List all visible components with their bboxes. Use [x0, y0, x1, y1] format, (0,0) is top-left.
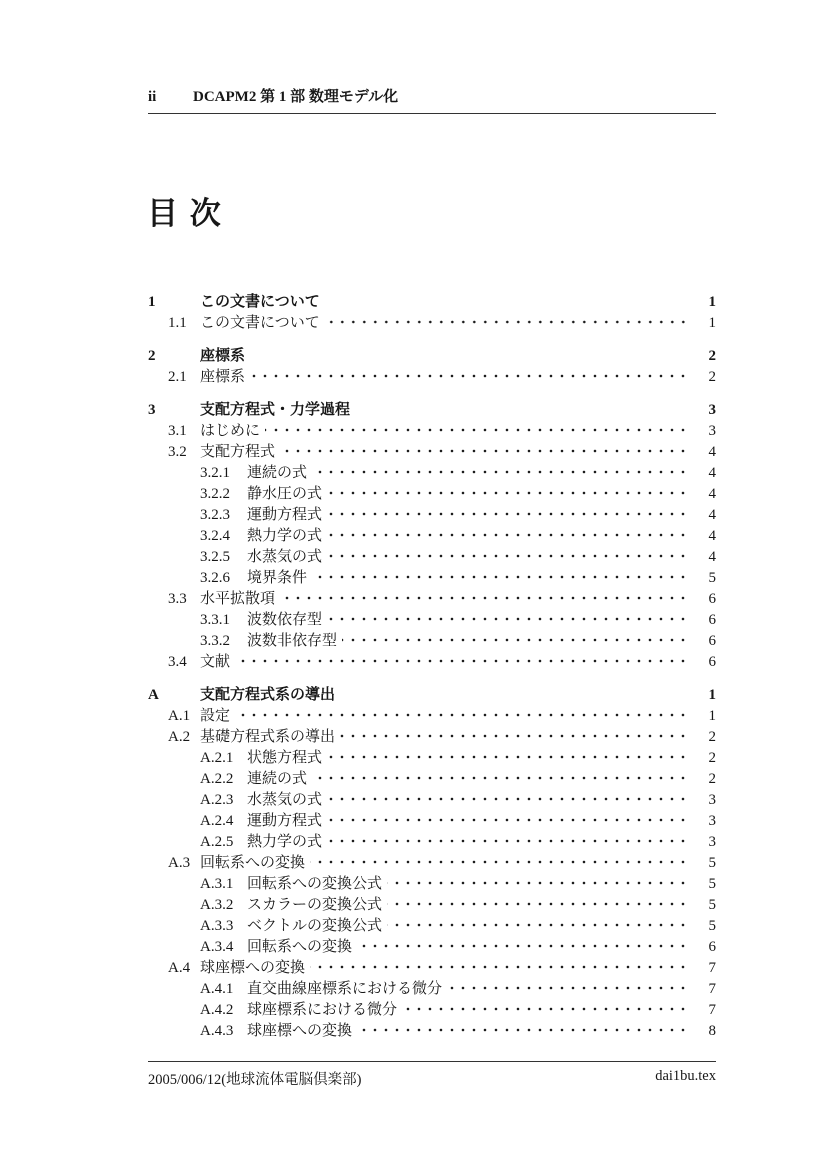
toc-entry-page: 2	[708, 750, 716, 766]
toc-entry-page: 1	[708, 687, 716, 703]
toc-entry-number: A.1	[168, 708, 191, 724]
toc-entry-number: A.3	[168, 855, 191, 871]
toc-entry-page: 2	[708, 729, 716, 745]
toc-entry-title: 波数依存型	[247, 612, 323, 628]
toc-entry-3-2-6	[148, 568, 716, 589]
toc-entry-a-2-5	[148, 832, 716, 853]
toc-entry-number: A.2.3	[200, 792, 234, 808]
footer-credit: 2005/006/12(地球流体電脳倶楽部)	[148, 1072, 362, 1088]
toc-entry-page: 3	[708, 834, 716, 850]
toc-entry-number: A.3.3	[200, 918, 234, 934]
toc-entry-a-3-1	[148, 874, 716, 895]
toc-entry-title: 回転系への変換	[247, 939, 353, 955]
toc-entry-2	[148, 346, 716, 367]
toc-entry-page: 8	[708, 1023, 716, 1039]
toc-entry-number: A.2.1	[200, 750, 234, 766]
toc-entry-title: 回転系への変換	[200, 855, 306, 871]
toc-entry-number: 3.1	[168, 423, 187, 439]
toc-entry-title: 基礎方程式系の導出	[200, 729, 336, 745]
toc-entry-title: 運動方程式	[247, 813, 323, 829]
toc-entry-page: 7	[708, 981, 716, 997]
toc-entry-title: 球座標系における微分	[247, 1002, 398, 1018]
footer-filename: dai1bu.tex	[655, 1068, 716, 1084]
toc-entry-a-2-3	[148, 790, 716, 811]
toc-entry-a-2	[148, 727, 716, 748]
toc-entry-page: 2	[708, 348, 716, 364]
toc-entry-title: 波数非依存型	[247, 633, 338, 649]
toc-entry-title: 熱力学の式	[247, 528, 323, 544]
toc-entry-a-4	[148, 958, 716, 979]
toc-entry-3-2	[148, 442, 716, 463]
toc-entry-number: 3.3.2	[200, 633, 230, 649]
toc-entry-number: A.4.3	[200, 1023, 234, 1039]
toc-entry-number: 3.2.4	[200, 528, 230, 544]
toc-entry-page: 4	[708, 486, 716, 502]
toc-entry-a-3-2	[148, 895, 716, 916]
toc-entry-number: A.3.1	[200, 876, 234, 892]
toc-entry-1-1	[148, 313, 716, 334]
toc-entry-page: 4	[708, 444, 716, 460]
toc-entry-number: 3.2.1	[200, 465, 230, 481]
toc-entry-a-3-3	[148, 916, 716, 937]
toc-entry-page: 6	[708, 939, 716, 955]
toc-entry-number: A.2.5	[200, 834, 234, 850]
toc-entry-page: 5	[708, 918, 716, 934]
toc-entry-page: 6	[708, 612, 716, 628]
toc-entry-page: 5	[708, 876, 716, 892]
toc-entry-page: 4	[708, 465, 716, 481]
toc-entry-number: A.3.4	[200, 939, 234, 955]
toc-entry-2-1	[148, 367, 716, 388]
toc-entry-page: 3	[708, 402, 716, 418]
toc-entry-3-2-4	[148, 526, 716, 547]
toc-entry-number: A.2.4	[200, 813, 234, 829]
toc-entry-page: 1	[708, 294, 716, 310]
toc-entry-number: 3.2.6	[200, 570, 230, 586]
toc-entry-page: 6	[708, 633, 716, 649]
toc-entry-3-2-1	[148, 463, 716, 484]
toc-entry-a-4-3	[148, 1021, 716, 1042]
toc-entry-a-3-4	[148, 937, 716, 958]
toc-entry-3-2-5	[148, 547, 716, 568]
toc-entry-title: 支配方程式系の導出	[200, 687, 336, 703]
toc-entry-title: 熱力学の式	[247, 834, 323, 850]
toc-entry-page: 5	[708, 855, 716, 871]
toc-entry-title: 座標系	[200, 369, 246, 385]
toc-entry-a-4-2	[148, 1000, 716, 1021]
toc-entry-number: 3	[148, 402, 156, 418]
toc-entry-a-4-1	[148, 979, 716, 1000]
toc-entry-title: ベクトルの変換公式	[247, 918, 383, 934]
toc-entry-title: この文書について	[200, 294, 320, 310]
toc-entry-title: 静水圧の式	[247, 486, 323, 502]
toc-entry-title: 水蒸気の式	[247, 792, 323, 808]
page-footer	[148, 1061, 716, 1089]
toc-list	[148, 292, 716, 1042]
toc-entry-page: 4	[708, 507, 716, 523]
toc-entry-page: 6	[708, 654, 716, 670]
toc-heading: 目 次	[147, 196, 223, 231]
toc-entry-number: 3.2	[168, 444, 187, 460]
toc-entry-page: 2	[708, 369, 716, 385]
header-folio: ii	[148, 89, 157, 105]
toc-entry-3-3-1	[148, 610, 716, 631]
toc-entry-number: A.2	[168, 729, 191, 745]
toc-entry-page: 5	[708, 570, 716, 586]
toc-entry-title: 状態方程式	[247, 750, 323, 766]
toc-entry-number: 2.1	[168, 369, 187, 385]
toc-entry-title: 連続の式	[247, 465, 308, 481]
toc-entry-a-1	[148, 706, 716, 727]
toc-entry-a-2-1	[148, 748, 716, 769]
toc-entry-page: 1	[708, 315, 716, 331]
toc-entry-3-4	[148, 652, 716, 673]
toc-entry-page: 2	[708, 771, 716, 787]
toc-entry-a-2-4	[148, 811, 716, 832]
toc-entry-title: 水平拡散項	[200, 591, 276, 607]
header-running-title: DCAPM2 第 1 部 数理モデル化	[193, 89, 399, 105]
toc-entry-number: A.4.1	[200, 981, 234, 997]
toc-entry-number: 3.2.3	[200, 507, 230, 523]
toc-entry-3	[148, 400, 716, 421]
toc-entry-title: 回転系への変換公式	[247, 876, 383, 892]
running-header	[148, 85, 716, 114]
toc-entry-number: A	[148, 687, 159, 703]
toc-entry-number: A.4	[168, 960, 191, 976]
toc-entry-title: 連続の式	[247, 771, 308, 787]
toc-entry-number: A.4.2	[200, 1002, 234, 1018]
toc-entry-title: スカラーの変換公式	[247, 897, 383, 913]
toc-entry-page: 3	[708, 813, 716, 829]
toc-entry-title: 座標系	[200, 348, 246, 364]
toc-entry-title: 球座標への変換	[200, 960, 306, 976]
toc-entry-3-2-3	[148, 505, 716, 526]
toc-entry-a	[148, 685, 716, 706]
toc-entry-title: 水蒸気の式	[247, 549, 323, 565]
toc-entry-number: 3.3	[168, 591, 187, 607]
toc-entry-title: 支配方程式・力学過程	[200, 402, 351, 418]
toc-entry-a-3	[148, 853, 716, 874]
toc-entry-number: 1	[148, 294, 156, 310]
toc-entry-page: 3	[708, 792, 716, 808]
toc-entry-title: この文書について	[200, 315, 320, 331]
toc-entry-number: 1.1	[168, 315, 187, 331]
toc-entry-number: A.2.2	[200, 771, 234, 787]
toc-entry-number: 3.2.5	[200, 549, 230, 565]
toc-entry-title: 球座標への変換	[247, 1023, 353, 1039]
toc-entry-page: 7	[708, 1002, 716, 1018]
toc-entry-page: 7	[708, 960, 716, 976]
toc-entry-a-2-2	[148, 769, 716, 790]
toc-entry-title: 設定	[200, 708, 231, 724]
toc-entry-page: 5	[708, 897, 716, 913]
toc-entry-page: 4	[708, 549, 716, 565]
toc-entry-1	[148, 292, 716, 313]
toc-entry-title: はじめに	[200, 423, 261, 439]
toc-entry-number: 3.4	[168, 654, 187, 670]
toc-entry-3-3	[148, 589, 716, 610]
toc-entry-3-3-2	[148, 631, 716, 652]
toc-entry-page: 3	[708, 423, 716, 439]
toc-entry-title: 境界条件	[247, 570, 308, 586]
toc-entry-title: 文献	[200, 654, 231, 670]
toc-entry-page: 1	[708, 708, 716, 724]
toc-entry-3-2-2	[148, 484, 716, 505]
toc-entry-title: 直交曲線座標系における微分	[247, 981, 443, 997]
toc-entry-number: 2	[148, 348, 156, 364]
toc-entry-title: 支配方程式	[200, 444, 276, 460]
toc-entry-title: 運動方程式	[247, 507, 323, 523]
toc-entry-number: A.3.2	[200, 897, 234, 913]
toc-entry-page: 6	[708, 591, 716, 607]
toc-entry-3-1	[148, 421, 716, 442]
toc-entry-number: 3.3.1	[200, 612, 230, 628]
toc-entry-number: 3.2.2	[200, 486, 230, 502]
toc-entry-page: 4	[708, 528, 716, 544]
